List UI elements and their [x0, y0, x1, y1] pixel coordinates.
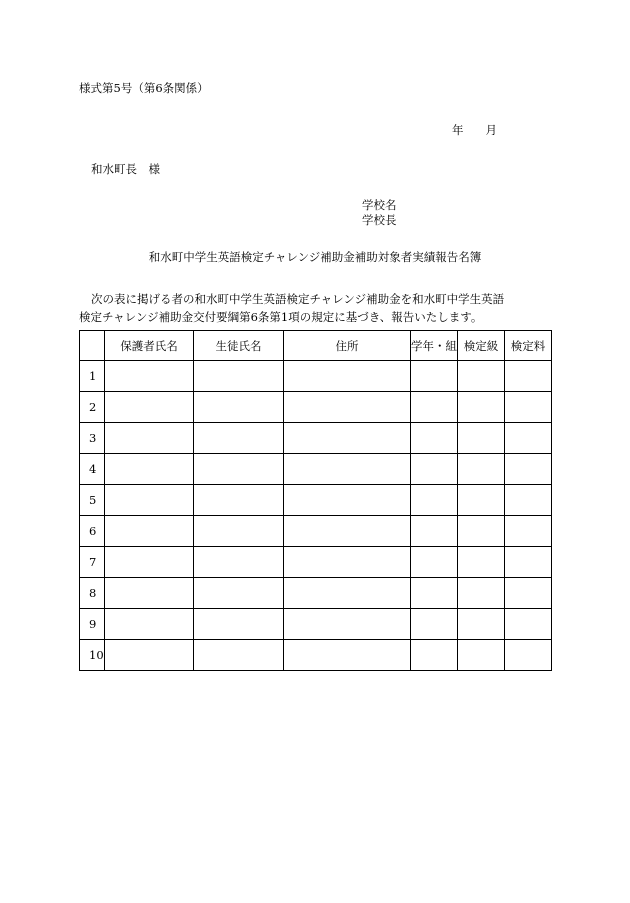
grade-class-cell[interactable] — [411, 640, 458, 671]
addressee: 和水町長 様 — [91, 162, 160, 176]
exam-fee-cell[interactable] — [505, 516, 552, 547]
header-guardian-name: 保護者氏名 — [105, 331, 194, 361]
header-address: 住所 — [284, 331, 411, 361]
exam-level-cell[interactable] — [458, 578, 505, 609]
address-cell[interactable] — [284, 547, 411, 578]
row-number: 8 — [80, 578, 105, 609]
exam-fee-cell[interactable] — [505, 361, 552, 392]
school-block — [362, 198, 397, 228]
guardian-name-cell[interactable] — [105, 547, 194, 578]
exam-fee-cell[interactable] — [505, 578, 552, 609]
table-row — [80, 516, 552, 547]
table-row — [80, 547, 552, 578]
guardian-name-cell[interactable] — [105, 485, 194, 516]
guardian-name-cell[interactable] — [105, 640, 194, 671]
student-name-cell[interactable] — [194, 392, 284, 423]
exam-fee-cell[interactable] — [505, 485, 552, 516]
grade-class-cell[interactable] — [411, 578, 458, 609]
guardian-name-cell[interactable] — [105, 361, 194, 392]
row-number: 4 — [80, 454, 105, 485]
body-line-2: 検定チャレンジ補助金交付要綱第6条第1項の規定に基づき、報告いたします。 — [79, 310, 483, 324]
guardian-name-cell[interactable] — [105, 516, 194, 547]
header-exam-fee: 検定料 — [505, 331, 552, 361]
grade-class-cell[interactable] — [411, 547, 458, 578]
table-row — [80, 392, 552, 423]
row-number: 1 — [80, 361, 105, 392]
exam-level-cell[interactable] — [458, 423, 505, 454]
address-cell[interactable] — [284, 609, 411, 640]
student-name-cell[interactable] — [194, 485, 284, 516]
form-number: 様式第5号（第6条関係） — [79, 81, 209, 95]
principal-label: 学校長 — [362, 213, 397, 227]
row-number: 5 — [80, 485, 105, 516]
guardian-name-cell[interactable] — [105, 423, 194, 454]
guardian-name-cell[interactable] — [105, 609, 194, 640]
address-cell[interactable] — [284, 423, 411, 454]
grade-class-cell[interactable] — [411, 609, 458, 640]
address-cell[interactable] — [284, 454, 411, 485]
table-row — [80, 609, 552, 640]
address-cell[interactable] — [284, 361, 411, 392]
school-name-label: 学校名 — [362, 198, 397, 212]
row-number: 9 — [80, 609, 105, 640]
document-title: 和水町中学生英語検定チャレンジ補助金補助対象者実績報告名簿 — [148, 250, 482, 264]
grade-class-cell[interactable] — [411, 485, 458, 516]
student-name-cell[interactable] — [194, 516, 284, 547]
exam-level-cell[interactable] — [458, 361, 505, 392]
student-name-cell[interactable] — [194, 609, 284, 640]
row-number: 3 — [80, 423, 105, 454]
guardian-name-cell[interactable] — [105, 454, 194, 485]
date-month-label: 月 — [485, 123, 497, 137]
address-cell[interactable] — [284, 578, 411, 609]
table-row — [80, 640, 552, 671]
table-row — [80, 361, 552, 392]
grade-class-cell[interactable] — [411, 423, 458, 454]
grade-class-cell[interactable] — [411, 392, 458, 423]
table-header-row — [80, 331, 552, 361]
exam-fee-cell[interactable] — [505, 454, 552, 485]
header-exam-level: 検定級 — [458, 331, 505, 361]
exam-fee-cell[interactable] — [505, 609, 552, 640]
header-number — [80, 331, 105, 361]
exam-level-cell[interactable] — [458, 516, 505, 547]
date-year-label: 年 — [452, 123, 464, 137]
grade-class-cell[interactable] — [411, 454, 458, 485]
address-cell[interactable] — [284, 640, 411, 671]
report-table — [79, 330, 552, 671]
student-name-cell[interactable] — [194, 547, 284, 578]
table-row — [80, 454, 552, 485]
exam-fee-cell[interactable] — [505, 640, 552, 671]
row-number: 10 — [80, 640, 105, 671]
guardian-name-cell[interactable] — [105, 392, 194, 423]
address-cell[interactable] — [284, 485, 411, 516]
grade-class-cell[interactable] — [411, 516, 458, 547]
exam-level-cell[interactable] — [458, 640, 505, 671]
address-cell[interactable] — [284, 392, 411, 423]
exam-level-cell[interactable] — [458, 485, 505, 516]
student-name-cell[interactable] — [194, 361, 284, 392]
student-name-cell[interactable] — [194, 640, 284, 671]
body-line-1: 次の表に掲げる者の和水町中学生英語検定チャレンジ補助金を和水町中学生英語 — [91, 292, 505, 306]
table-row — [80, 578, 552, 609]
exam-level-cell[interactable] — [458, 547, 505, 578]
exam-level-cell[interactable] — [458, 454, 505, 485]
guardian-name-cell[interactable] — [105, 578, 194, 609]
exam-fee-cell[interactable] — [505, 547, 552, 578]
address-cell[interactable] — [284, 516, 411, 547]
exam-level-cell[interactable] — [458, 609, 505, 640]
row-number: 2 — [80, 392, 105, 423]
exam-level-cell[interactable] — [458, 392, 505, 423]
row-number: 7 — [80, 547, 105, 578]
student-name-cell[interactable] — [194, 423, 284, 454]
table-row — [80, 423, 552, 454]
body-text — [79, 290, 504, 326]
row-number: 6 — [80, 516, 105, 547]
student-name-cell[interactable] — [194, 578, 284, 609]
header-student-name: 生徒氏名 — [194, 331, 284, 361]
table-row — [80, 485, 552, 516]
exam-fee-cell[interactable] — [505, 392, 552, 423]
exam-fee-cell[interactable] — [505, 423, 552, 454]
header-grade-class: 学年・組 — [411, 331, 458, 361]
student-name-cell[interactable] — [194, 454, 284, 485]
grade-class-cell[interactable] — [411, 361, 458, 392]
table-body — [80, 361, 552, 671]
date-line — [452, 123, 497, 137]
